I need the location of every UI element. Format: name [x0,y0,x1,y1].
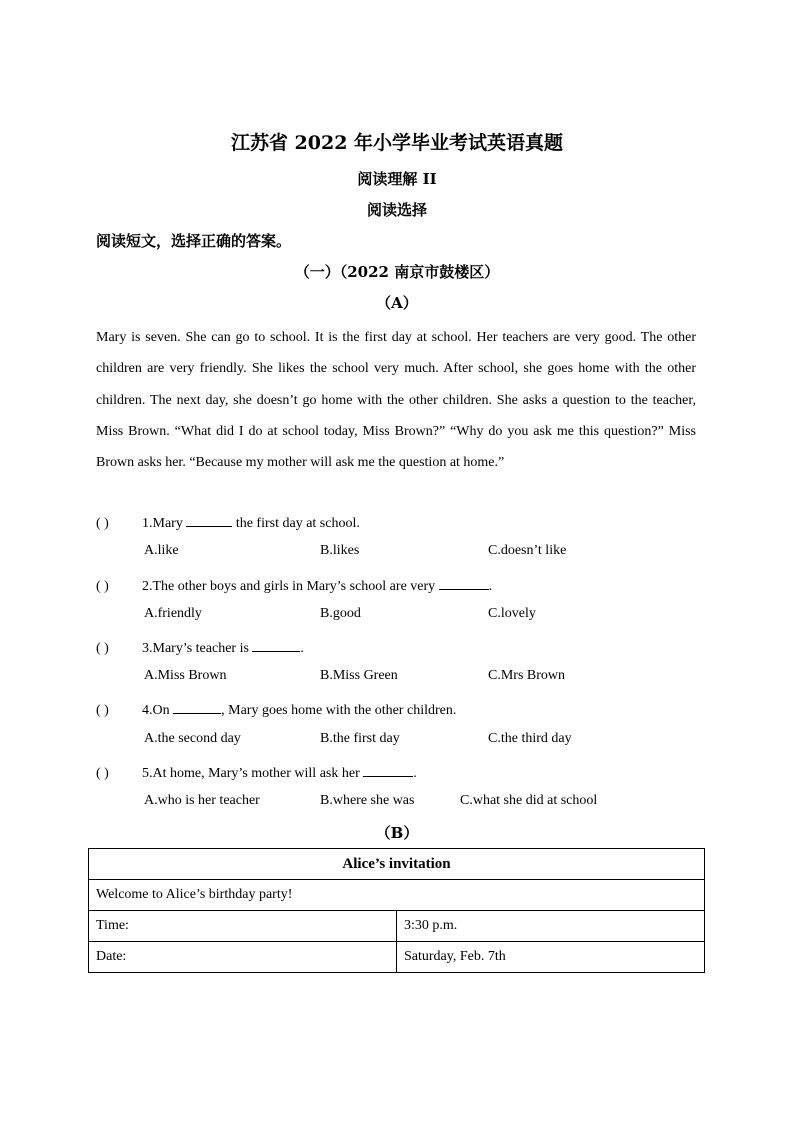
section-subtitle: 阅读理解 II [357,170,437,188]
question-2 [96,575,492,595]
option-b[interactable]: B.likes [320,543,360,558]
invitation-welcome: Welcome to Alice’s birthday party! [89,880,705,911]
table-row [89,849,705,880]
option-a[interactable]: A.Miss Brown [144,668,227,683]
question-1 [96,512,360,532]
question-text: 3.Mary’s teacher is [142,641,253,656]
table-row [89,942,705,973]
answer-bracket[interactable]: ( ) [96,516,109,531]
question-5 [96,762,417,782]
question-text: 5.At home, Mary’s mother will ask her [142,766,364,781]
option-c[interactable]: C.doesn’t like [488,543,567,558]
question-text-end: . [300,641,304,656]
answer-bracket[interactable]: ( ) [96,579,109,594]
row-label-date: Date: [89,942,397,973]
option-a[interactable]: A.friendly [144,606,202,621]
invitation-heading: Alice’s invitation [89,849,705,880]
instruction-text: 阅读短文，选择正确的答案。 [96,232,292,250]
option-a[interactable]: A.like [144,543,179,558]
invitation-table [88,848,705,973]
option-a[interactable]: A.the second day [144,731,241,746]
option-c[interactable]: C.lovely [488,606,536,621]
blank-line [186,512,232,527]
question-text: 1.Mary [142,516,187,531]
option-b[interactable]: B.good [320,606,361,621]
section-heading: （一）（2022 南京市鼓楼区） [294,263,500,281]
row-label-time: Time: [89,911,397,942]
option-c[interactable]: C.Mrs Brown [488,668,566,683]
answer-bracket[interactable]: ( ) [96,766,109,781]
blank-line [173,699,221,714]
option-b[interactable]: B.where she was [320,793,415,808]
option-c[interactable]: C.what she did at school [460,793,598,808]
question-text-end: , Mary goes home with the other children. [221,703,457,718]
blank-line [363,762,413,777]
question-text: 2.The other boys and girls in Mary’s school are very [142,579,439,594]
reading-passage: Mary is seven. She can go to school. It is the first day at school. Her teachers are very good. The other children are very friendly. She likes the school very much. After school, she goes home with the other children. The next day, she doesn’t go home with the other children. She asks a question to the teacher, Miss Brown. “What did I do at school today, Miss Brown?” “Why do you ask me this question?” Miss Brown asks her. “Because my mother will ask me the question at home.” [96,330,696,471]
question-text-end: . [413,766,417,781]
row-value-date: Saturday, Feb. 7th [397,942,705,973]
question-4 [96,699,456,719]
question-3 [96,637,304,657]
part-b-label: （B） [375,824,419,842]
part-a-label: （A） [376,294,418,312]
answer-bracket[interactable]: ( ) [96,641,109,656]
answer-bracket[interactable]: ( ) [96,703,109,718]
option-a[interactable]: A.who is her teacher [144,793,260,808]
question-text-end: . [488,579,493,594]
option-b[interactable]: B.Miss Green [320,668,398,683]
table-row [89,880,705,911]
row-value-time: 3:30 p.m. [397,911,705,942]
blank-line [439,575,489,590]
question-text: 4.On [142,703,174,718]
section-subtitle-2: 阅读选择 [366,201,427,219]
blank-line [252,637,300,652]
option-b[interactable]: B.the first day [320,731,400,746]
option-c[interactable]: C.the third day [488,731,572,746]
question-text-end: the first day at school. [232,516,360,531]
table-row [89,911,705,942]
page-title: 江苏省 2022 年小学毕业考试英语真题 [230,132,564,154]
